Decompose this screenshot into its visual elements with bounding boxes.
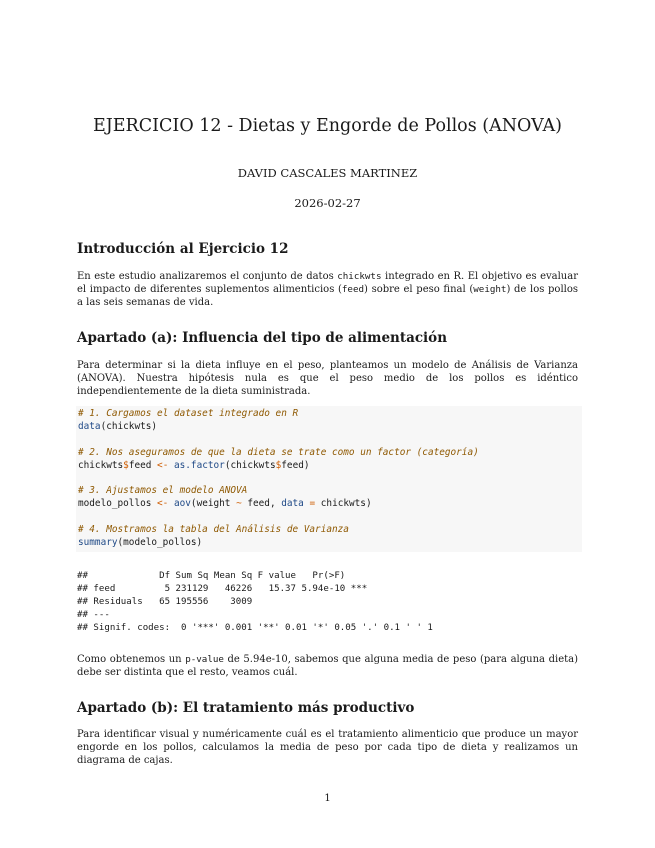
- section-b-heading: Apartado (b): El tratamiento más productivo: [77, 700, 415, 716]
- code-line: [78, 460, 582, 473]
- code-function: as.factor: [174, 459, 225, 471]
- inline-code-weight: weight: [473, 284, 507, 295]
- code-function: data: [78, 420, 101, 432]
- output-line: ## ---: [77, 609, 110, 620]
- code-text: feed): [281, 459, 310, 471]
- intro-paragraph: [77, 270, 578, 309]
- code-text: feed,: [241, 498, 282, 510]
- output-line: ## Signif. codes: 0 '***' 0.001 '**' 0.01 '*' 0.05 '.' 0.1 ' ' 1: [77, 622, 433, 633]
- conclusion-paragraph: [77, 653, 578, 679]
- code-comment: # 4. Mostramos la tabla del Análisis de Varianza: [78, 524, 349, 536]
- conclusion-text-2: de 5.94e-10, sabemos que alguna media de peso (para alguna dieta) debe ser distinta que el resto, veamos cuál.: [77, 654, 578, 678]
- code-operator: $: [275, 459, 282, 471]
- code-operator: ~: [236, 498, 242, 510]
- conclusion-text-1: Como obtenemos un: [77, 654, 186, 665]
- intro-text-1: En este estudio analizaremos el conjunto de datos: [77, 271, 338, 282]
- code-line: [78, 421, 582, 434]
- document-title: EJERCICIO 12 - Dietas y Engorde de Pollos (ANOVA): [92, 116, 562, 136]
- code-text: (chickwts: [224, 459, 276, 471]
- document-author: DAVID CASCALES MARTINEZ: [237, 166, 418, 180]
- anova-output: [77, 570, 577, 634]
- code-argument: data: [281, 498, 304, 510]
- code-text: chickwts): [315, 498, 372, 510]
- code-operator: <-: [157, 498, 169, 510]
- code-line: [78, 498, 582, 511]
- code-operator: <-: [157, 459, 169, 471]
- inline-code-p-value: p-value: [185, 654, 224, 665]
- section-a-paragraph: Para determinar si la dieta influye en el peso, planteamos un modelo de Análisis de Varianza (ANOVA). Nuestra hipótesis nula es que el peso medio de los pollos es idéntico independientemente de la dieta suministrada.: [77, 360, 578, 397]
- code-operator: $: [123, 459, 129, 471]
- intro-text-3: ) sobre el peso final (: [364, 284, 474, 295]
- code-function: aov: [173, 498, 191, 510]
- document-date: 2026-02-27: [294, 196, 361, 210]
- code-text: feed: [128, 459, 158, 471]
- inline-code-dataset: chickwts: [337, 271, 382, 282]
- code-comment: # 2. Nos aseguramos de que la dieta se trate como un factor (categoría): [78, 446, 479, 458]
- code-operator: =: [309, 498, 316, 510]
- code-comment: # 3. Ajustamos el modelo ANOVA: [78, 485, 248, 497]
- code-function: summary: [78, 536, 118, 548]
- code-comment: # 1. Cargamos el dataset integrado en R: [78, 408, 299, 419]
- inline-code-feed: feed: [341, 284, 365, 295]
- output-line: ## Residuals 65 195556 3009: [77, 596, 368, 607]
- code-blank-line: [78, 472, 582, 485]
- code-text: modelo_pollos: [78, 498, 158, 510]
- code-blank-line: [78, 511, 582, 524]
- section-b-paragraph: Para identificar visual y numéricamente cuál es el tratamiento alimenticio que produce un mayor engorde en los pollos, calculamos la media de peso por cada tipo de dieta y realizamos un diagrama de cajas.: [77, 729, 578, 766]
- output-line: ## Df Sum Sq Mean Sq F value Pr(>F): [77, 571, 368, 581]
- intro-text-4: ) de los pollos a las seis semanas de vida.: [77, 284, 578, 308]
- page-number: 1: [324, 793, 331, 804]
- code-text: (modelo_pollos): [117, 536, 203, 548]
- code-line: [78, 537, 582, 550]
- code-text: (chickwts): [100, 420, 158, 432]
- section-a-heading: Apartado (a): Influencia del tipo de alimentación: [77, 330, 448, 346]
- intro-text-2: integrado en R. El objetivo es evaluar el impacto de diferentes suplementos alimenticios (: [77, 271, 578, 295]
- output-line: ## feed 5 231129 46226 15.37 5.94e-10 ***: [77, 583, 368, 594]
- code-text: (weight: [190, 498, 237, 510]
- r-code-block: [76, 406, 582, 552]
- code-text: chickwts: [78, 459, 124, 471]
- code-blank-line: [78, 434, 582, 447]
- intro-heading: Introducción al Ejercicio 12: [77, 241, 289, 257]
